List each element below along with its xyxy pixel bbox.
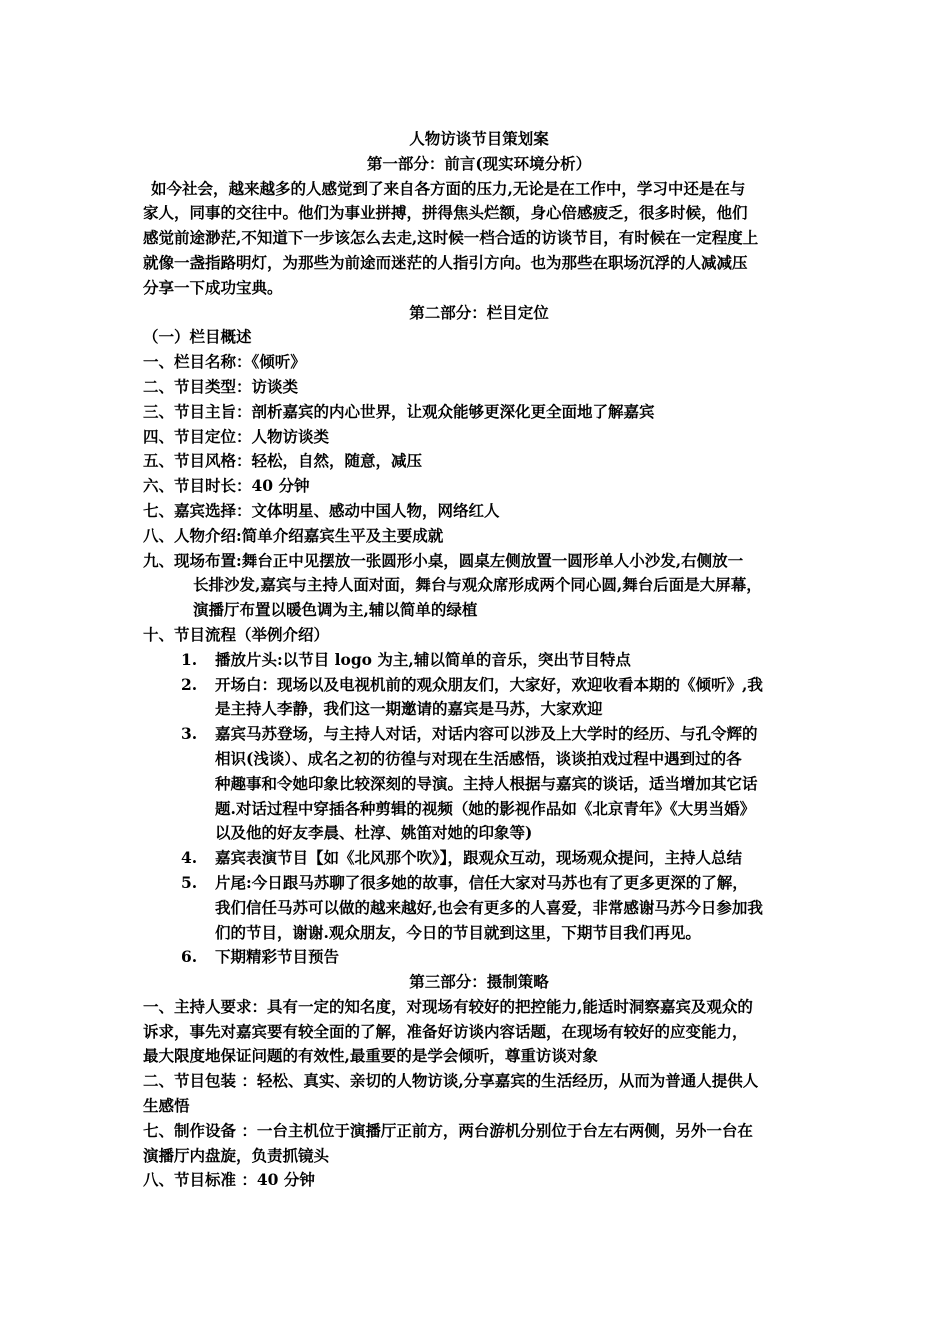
- list-item: 四、节目定位：人物访谈类: [143, 426, 330, 446]
- step-text: 相识(浅谈）、成名之初的彷徨与对现在生活感悟，谈谈拍戏过程中遇到过的各: [215, 748, 742, 768]
- strategy-line: 二、节目包装 ：轻松、真实、亲切的人物访谈,分享嘉宾的生活经历，从而为普通人提供人: [143, 1071, 759, 1091]
- flow-step: [143, 945, 815, 970]
- step-number: 5.: [181, 872, 198, 892]
- step-text: 题.对话过程中穿插各种剪辑的视频（她的影视作品如《北京青年》《大男当婚》: [215, 798, 756, 818]
- strategy-line: 八、节目标准 ：40 分钟: [143, 1170, 315, 1190]
- step-text: 嘉宾表演节目【如《北风那个吹》】，跟观众互动，现场观众提问，主持人总结: [215, 848, 743, 868]
- flow-step: [143, 846, 815, 871]
- paragraph-line: 就像一盏指路明灯，为那些为前途而迷茫的人指引方向。也为那些在职场沉浮的人减减压: [143, 252, 748, 272]
- step-number: 2.: [181, 674, 198, 694]
- part1-heading: 第一部分：前言(现实环境分析）: [366, 153, 592, 173]
- paragraph-line: 感觉前途渺茫,不知道下一步该怎么去走,这时候一档合适的访谈节目，有时候在一定程度上: [143, 228, 759, 248]
- flow-step: [143, 648, 815, 673]
- list-item-line: 九、现场布置:舞台正中见摆放一张圆形小桌，圆桌左侧放置一圆形单人小沙发,右侧放一: [143, 550, 744, 570]
- document-body: [143, 127, 815, 1193]
- list-item: 一、栏目名称：《倾听》: [143, 352, 306, 372]
- strategy-line: 演播厅内盘旋，负责抓镜头: [143, 1145, 330, 1165]
- list-item: 三、节目主旨：剖析嘉宾的内心世界，让观众能够更深化更全面地了解嘉宾: [143, 401, 655, 421]
- list-item: 五、节目风格：轻松，自然，随意，减压: [143, 451, 423, 471]
- step-text: 片尾:今日跟马苏聊了很多她的故事，信任大家对马苏也有了更多更深的了解，: [215, 872, 748, 892]
- strategy-line: 诉求，事先对嘉宾要有较全面的了解，准备好访谈内容话题，在现场有较好的应变能力，: [143, 1021, 748, 1041]
- strategy-block: [143, 1069, 815, 1119]
- step-number: 3.: [181, 724, 198, 744]
- step-number: 6.: [181, 947, 198, 967]
- paragraph-line: 分享一下成功宝典。: [143, 277, 283, 297]
- part2-heading: 第二部分：栏目定位: [409, 302, 549, 322]
- flow-step: [143, 673, 815, 723]
- list-item-line: 演播厅布置以暖色调为主,辅以简单的绿植: [193, 600, 478, 620]
- list-item: 二、节目类型：访谈类: [143, 376, 299, 396]
- step-text: 播放片头:以节目 logo 为主,辅以简单的音乐，突出节目特点: [215, 649, 631, 669]
- strategy-block: [143, 995, 815, 1069]
- step-number: 4.: [181, 848, 198, 868]
- list-item: 八、人物介绍:简单介绍嘉宾生平及主要成就: [143, 525, 444, 545]
- paragraph-line: 家人，同事的交往中。他们为事业拼搏，拼得焦头烂额，身心倍感疲乏，很多时候，他们: [143, 203, 748, 223]
- paragraph-line: 如今社会，越来越多的人感觉到了来自各方面的压力,无论是在工作中，学习中还是在与: [151, 178, 746, 198]
- list-item: 七、嘉宾选择：文体明星、感动中国人物，网络红人: [143, 500, 500, 520]
- document-title: 人物访谈节目策划案: [409, 129, 549, 148]
- strategy-block: [143, 1119, 815, 1169]
- step-number: 1.: [181, 649, 198, 669]
- part1-paragraph: [143, 177, 815, 301]
- flow-step: [143, 871, 815, 945]
- list-item-stage-setup: [143, 549, 815, 623]
- step-text: 们的节目，谢谢.观众朋友，今日的节目就到这里，下期节目我们再见。: [215, 922, 701, 942]
- strategy-block: [143, 1168, 815, 1193]
- step-text: 种趣事和令她印象比较深刻的导演。主持人根据与嘉宾的谈话，适当增加其它话: [215, 773, 758, 793]
- step-text: 下期精彩节目预告: [215, 947, 340, 967]
- step-text: 是主持人李静，我们这一期邀请的嘉宾是马苏，大家欢迎: [215, 699, 603, 719]
- step-text: 嘉宾马苏登场，与主持人对话，对话内容可以涉及上大学时的经历、与孔令辉的: [215, 724, 758, 744]
- flow-step: [143, 722, 815, 846]
- list-item-line: 长排沙发,嘉宾与主持人面对面，舞台与观众席形成两个同心圆,舞台后面是大屏幕，: [193, 575, 762, 595]
- step-text: 我们信任马苏可以做的越来越好,也会有更多的人喜爱，非常感谢马苏今日参加我: [215, 897, 763, 917]
- part3-heading: 第三部分：摄制策略: [409, 972, 549, 992]
- list-item: 十、节目流程（举例介绍）: [143, 624, 330, 644]
- part2-subheading: （一）栏目概述: [143, 327, 252, 347]
- strategy-line: 七、制作设备 ：一台主机位于演播厅正前方，两台游机分别位于台左右两侧，另外一台在: [143, 1120, 753, 1140]
- strategy-line: 生感悟: [143, 1096, 190, 1116]
- step-text: 以及他的好友李晨、杜淳、姚笛对她的印象等): [215, 823, 533, 843]
- list-item: 六、节目时长：40 分钟: [143, 476, 310, 496]
- strategy-line: 一、主持人要求：具有一定的知名度，对现场有较好的把控能力,能适时洞察嘉宾及观众的: [143, 996, 753, 1016]
- step-text: 开场白：现场以及电视机前的观众朋友们，大家好，欢迎收看本期的《倾听》,我: [215, 674, 763, 694]
- strategy-line: 最大限度地保证问题的有效性,最重要的是学会倾听，尊重访谈对象: [143, 1046, 598, 1066]
